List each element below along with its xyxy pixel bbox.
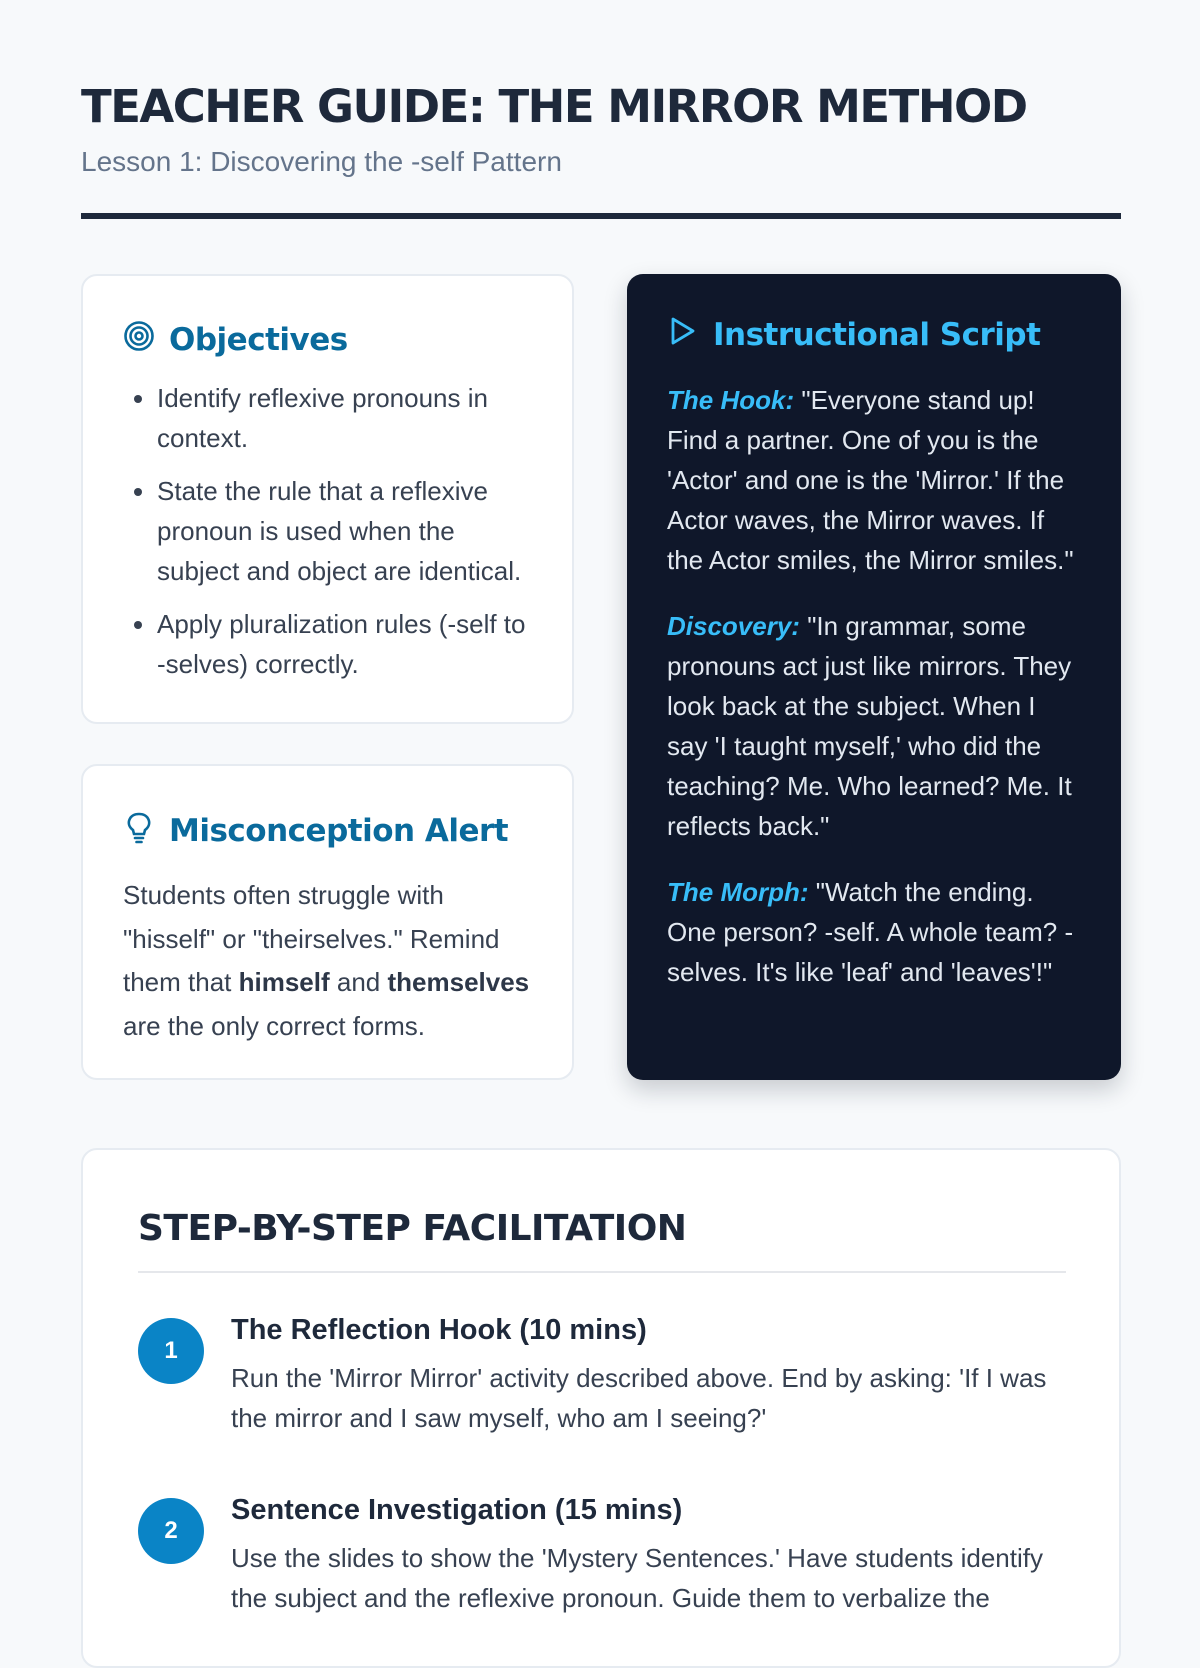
bold-himself: himself bbox=[238, 967, 330, 997]
script-heading bbox=[667, 316, 1081, 354]
page-subtitle: Lesson 1: Discovering the -self Pattern bbox=[81, 146, 562, 177]
facilitation-heading: STEP-BY-STEP FACILITATION bbox=[138, 1208, 687, 1249]
objectives-heading bbox=[123, 320, 532, 360]
misconception-text: Students often struggle with "hisself" or "theirselves." Remind them that himself and themselves are the only correct forms. bbox=[123, 880, 530, 1041]
facilitation-card bbox=[81, 1148, 1121, 1668]
objectives-title: Objectives bbox=[169, 322, 348, 358]
objectives-card bbox=[81, 274, 574, 724]
objective-item: • State the rule that a reflexive pronoun is used when the subject and object are identical. bbox=[157, 471, 532, 591]
step-title: Sentence Investigation (15 mins) bbox=[231, 1494, 683, 1526]
script-label: Discovery: bbox=[667, 611, 800, 641]
objective-item: • Identify reflexive pronouns in context. bbox=[157, 378, 532, 458]
script-label: The Hook: bbox=[667, 385, 795, 415]
misconception-heading bbox=[123, 810, 532, 852]
step-description: Run the 'Mirror Mirror' activity described above. End by asking: 'If I was the mirror and I saw myself, who am I seeing?' bbox=[231, 1363, 1047, 1433]
step-number-badge: 2 bbox=[138, 1498, 204, 1564]
step-description: Use the slides to show the 'Mystery Sentences.' Have students identify the subject and the reflexive pronoun. Guide them to verbalize the bbox=[231, 1543, 1043, 1613]
misconception-title: Misconception Alert bbox=[169, 813, 509, 849]
play-icon bbox=[667, 316, 697, 354]
script-paragraph-discovery: Discovery: "In grammar, some pronouns act just like mirrors. They look back at the subject. When I say 'I taught myself,' who did the teaching? Me. Who learned? Me. It reflects back." bbox=[667, 611, 1072, 841]
header-divider bbox=[81, 213, 1121, 219]
step-title: The Reflection Hook (10 mins) bbox=[231, 1314, 647, 1346]
objective-item: • Apply pluralization rules (-self to -selves) correctly. bbox=[157, 604, 532, 684]
bold-themselves: themselves bbox=[387, 967, 530, 997]
script-label: The Morph: bbox=[667, 877, 809, 907]
script-title: Instructional Script bbox=[713, 317, 1041, 353]
misconception-card bbox=[81, 764, 574, 1080]
facilitation-divider bbox=[138, 1271, 1066, 1273]
lightbulb-icon bbox=[123, 810, 155, 852]
page-title: TEACHER GUIDE: THE MIRROR METHOD bbox=[81, 80, 1027, 133]
step-number-badge: 1 bbox=[138, 1318, 204, 1384]
instructional-script-card bbox=[627, 274, 1121, 1080]
script-paragraph-morph: The Morph: "Watch the ending. One person? -self. A whole team? -selves. It's like 'leaf' and 'leaves'!" bbox=[667, 877, 1074, 987]
script-paragraph-hook: The Hook: "Everyone stand up! Find a partner. One of you is the 'Actor' and one is the 'Mirror.' If the Actor waves, the Mirror waves. If the Actor smiles, the Mirror smiles." bbox=[667, 385, 1074, 575]
objectives-list bbox=[123, 378, 532, 684]
target-icon bbox=[123, 320, 155, 360]
